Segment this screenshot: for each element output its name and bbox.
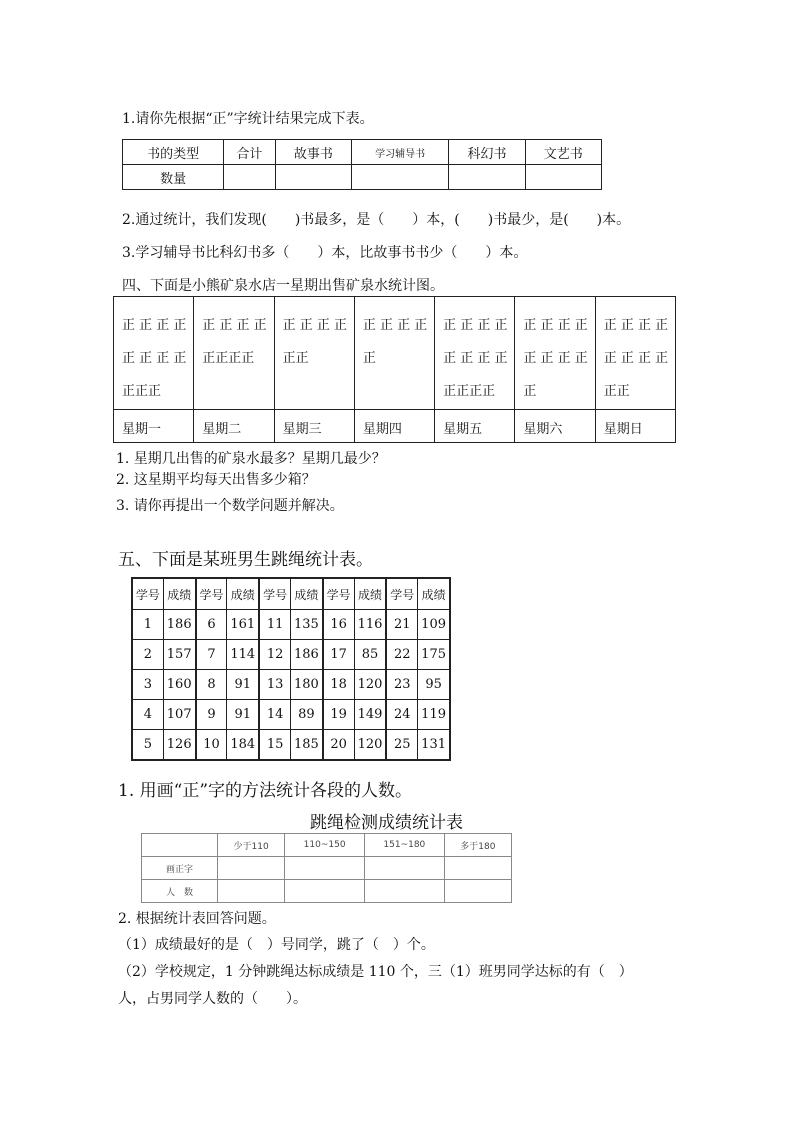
tally-line: 正 [362,351,376,366]
table-cell: 3 [132,669,163,699]
table-cell: 书的类型 [123,140,224,165]
table-cell: 少于110 [218,834,285,857]
table-row [123,140,602,165]
answer-cell[interactable] [444,857,511,880]
tally-line: 正 正 正 正 [603,318,669,333]
tally-line: 正 [523,384,537,399]
tally-line: 正 正 正 正 [443,318,508,333]
section5-question-2b-line1: （2）学校规定，1 分钟跳绳达标成绩是 110 个，三（1）班男同学达标的有（ ） [118,964,633,980]
answer-cell[interactable] [364,880,444,903]
table-cell: 91 [227,699,259,729]
table-header-row [142,834,512,857]
section4-title: 四、下面是小熊矿泉水店一星期出售矿泉水统计图。 [122,278,444,294]
table-cell: 17 [323,639,354,669]
answer-cell[interactable] [285,857,365,880]
table-cell: 8 [196,669,227,699]
table-cell: 多于180 [444,834,511,857]
answer-cell[interactable] [275,165,351,190]
day-label: 星期四 [354,410,434,443]
tally-cell [435,297,515,410]
answer-cell[interactable] [444,880,511,903]
table-cell: 20 [323,729,354,760]
header-cell: 成绩 [354,578,386,610]
tally-cell [194,297,274,410]
table-cell: 186 [290,639,322,669]
table-cell: 19 [323,699,354,729]
answer-cell[interactable] [285,880,365,903]
table-header-row [132,578,450,610]
table-cell: 184 [227,729,259,760]
table-cell: 13 [259,669,290,699]
table-cell: 11 [259,610,290,640]
table-cell: 180 [290,669,322,699]
tally-cell [354,297,434,410]
answer-cell[interactable] [218,857,285,880]
table-cell: 135 [290,610,322,640]
table-cell: 131 [418,729,450,760]
tally-line: 正 正 正 正 [122,318,187,333]
table-cell: 12 [259,639,290,669]
tally-table [113,296,676,443]
tally-line: 正 正 正 正 [523,318,588,333]
section5-title: 五、下面是某班男生跳绳统计表。 [118,550,373,570]
table-cell: 95 [418,669,450,699]
section4-question-2: 2. 这星期平均每天出售多少箱？ [116,472,316,488]
table-row [132,610,450,640]
table-cell: 120 [354,669,386,699]
table-cell [142,834,218,857]
section4-question-1: 1. 星期几出售的矿泉水最多？星期几最少？ [116,451,386,467]
table-cell: 科幻书 [449,140,525,165]
table-cell: 114 [227,639,259,669]
section5-question-1: 1. 用画“正”字的方法统计各段的人数。 [118,781,413,801]
day-label: 星期一 [114,410,194,443]
day-label: 星期日 [595,410,675,443]
tally-line: 正 正 正 正 [443,351,508,366]
table-cell: 126 [163,729,195,760]
table-cell: 116 [354,610,386,640]
day-label: 星期六 [515,410,595,443]
table-cell: 185 [290,729,322,760]
table-cell: 15 [259,729,290,760]
tally-row [114,297,676,410]
section5-question-2: 2. 根据统计表回答问题。 [118,911,276,927]
header-cell: 学号 [386,578,417,610]
table-cell: 24 [386,699,417,729]
day-row [114,410,676,443]
book-type-table [122,139,602,190]
answer-cell[interactable] [449,165,525,190]
table-cell: 4 [132,699,163,729]
table-cell: 22 [386,639,417,669]
tally-line: 正正正正 [443,384,496,399]
tally-line: 正正 [282,351,309,366]
header-cell: 学号 [132,578,163,610]
table-cell: 合计 [224,140,276,165]
q1-question-2: 2.通过统计，我们发现( )书最多，是（ ）本，( )书最少，是( )本。 [122,212,631,228]
table-cell: 23 [386,669,417,699]
tally-line: 正 正 正 正 [362,318,428,333]
table-cell: 25 [386,729,417,760]
table-cell: 107 [163,699,195,729]
table-cell: 91 [227,669,259,699]
tally-line: 正正正正 [202,351,255,366]
table-cell: 10 [196,729,227,760]
day-label: 星期三 [274,410,354,443]
tally-cell [114,297,194,410]
table-cell: 故事书 [275,140,351,165]
table-cell: 160 [163,669,195,699]
table-cell: 6 [196,610,227,640]
table-cell: 16 [323,610,354,640]
header-cell: 学号 [323,578,354,610]
section5-question-2b-line2: 人，占男同学人数的（ ）。 [118,991,307,1007]
table-row [132,699,450,729]
table-cell: 157 [163,639,195,669]
table-cell: 学习辅导书 [352,140,449,165]
table-cell: 85 [354,639,386,669]
tally-cell [595,297,675,410]
tally-line: 正 正 正 正 [122,351,187,366]
table-cell: 7 [196,639,227,669]
table-cell: 89 [290,699,322,729]
table-cell: 149 [354,699,386,729]
tally-line: 正正 [603,384,630,399]
tally-cell [274,297,354,410]
header-cell: 成绩 [227,578,259,610]
table-cell: 110~150 [285,834,365,857]
table-cell: 120 [354,729,386,760]
table-cell: 151~180 [364,834,444,857]
q1-intro: 1.请你先根据“正”字统计结果完成下表。 [122,111,374,127]
section5-question-2a: （1）成绩最好的是（ ）号同学，跳了（ ）个。 [118,937,435,953]
header-cell: 成绩 [418,578,450,610]
table-row [142,857,512,880]
table-cell: 161 [227,610,259,640]
header-cell: 学号 [196,578,227,610]
tally-line: 正 正 正 正 [603,351,669,366]
table-row [142,880,512,903]
table-cell: 1 [132,610,163,640]
table-cell: 数量 [123,165,224,190]
header-cell: 成绩 [163,578,195,610]
stat-table-title: 跳绳检测成绩统计表 [310,813,463,833]
table-cell: 21 [386,610,417,640]
score-range-table [141,833,512,903]
table-row [123,165,602,190]
header-cell: 成绩 [290,578,322,610]
tally-line: 正 正 正 正 [282,318,347,333]
answer-cell[interactable] [352,165,449,190]
answer-cell[interactable] [364,857,444,880]
day-label: 星期五 [435,410,515,443]
table-cell: 175 [418,639,450,669]
day-label: 星期二 [194,410,274,443]
table-row [132,639,450,669]
tally-line: 正正正 [122,384,162,399]
jump-rope-table [131,577,451,761]
table-cell: 14 [259,699,290,729]
table-cell: 119 [418,699,450,729]
table-cell: 画正字 [142,857,218,880]
table-cell: 186 [163,610,195,640]
table-cell: 2 [132,639,163,669]
table-row [132,729,450,760]
header-cell: 学号 [259,578,290,610]
answer-cell[interactable] [218,880,285,903]
table-row [132,669,450,699]
section4-question-3: 3. 请你再提出一个数学问题并解决。 [116,498,344,514]
table-cell: 18 [323,669,354,699]
tally-cell [515,297,595,410]
answer-cell[interactable] [224,165,276,190]
tally-line: 正 正 正 正 [202,318,267,333]
tally-line: 正 正 正 正 [523,351,588,366]
answer-cell[interactable] [525,165,601,190]
table-cell: 5 [132,729,163,760]
table-cell: 109 [418,610,450,640]
q1-question-3: 3.学习辅导书比科幻书多（ ）本，比故事书书少（ ）本。 [122,245,528,261]
table-cell: 9 [196,699,227,729]
table-cell: 人 数 [142,880,218,903]
table-cell: 文艺书 [525,140,601,165]
